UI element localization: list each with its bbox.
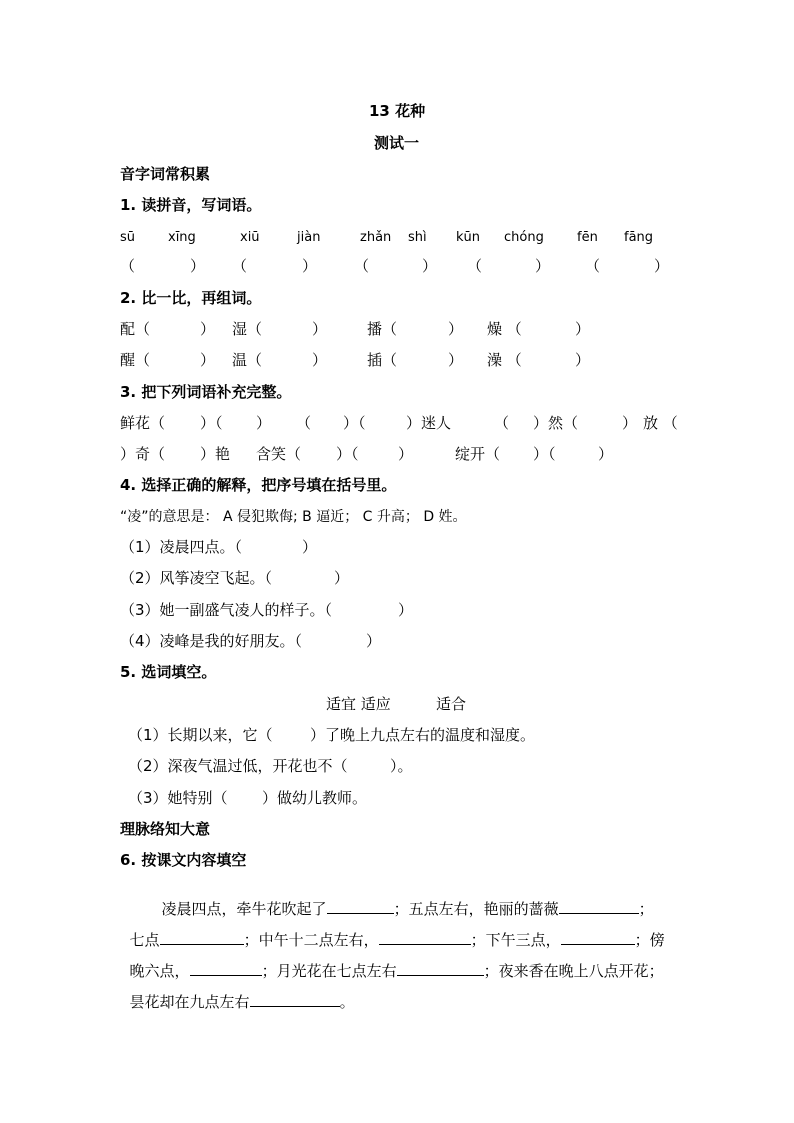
q3-item: ） bbox=[398, 445, 414, 463]
q3-item: ）奇（ bbox=[120, 445, 166, 463]
q2-item: ） bbox=[312, 320, 328, 338]
q5-word-options: 适宜 适应 bbox=[326, 695, 391, 713]
q2-item: ） bbox=[448, 320, 464, 338]
q3-item: ） bbox=[598, 445, 614, 463]
q3-item: ）（ bbox=[533, 445, 556, 463]
pinyin: kūn bbox=[456, 230, 481, 245]
paren-open: （ bbox=[232, 257, 248, 275]
paren-open: （ bbox=[354, 257, 370, 275]
q3-heading: 3. 把下列词语补充完整。 bbox=[120, 383, 292, 401]
q6-text: 昙花却在九点左右 bbox=[129, 993, 250, 1011]
fill-blank bbox=[190, 961, 262, 976]
q5-item-rest: ）做幼儿教师。 bbox=[262, 789, 368, 807]
q5-item: （2）深夜气温过低，开花也不（ bbox=[128, 757, 348, 775]
q2-item: 醒（ bbox=[120, 351, 151, 369]
q3-item: ）艳 bbox=[200, 445, 231, 463]
paren-close: ） bbox=[654, 257, 670, 275]
q2-item: 温（ bbox=[232, 351, 263, 369]
paren-open: （ bbox=[467, 257, 483, 275]
q3-item: ）（ bbox=[200, 414, 223, 432]
q2-item: 配（ bbox=[120, 320, 151, 338]
fill-blank bbox=[561, 930, 635, 945]
page-subtitle: 测试一 bbox=[374, 134, 420, 152]
q4-item-close: ） bbox=[366, 632, 382, 650]
q5-word-option: 适合 bbox=[436, 695, 467, 713]
pinyin: fāng bbox=[624, 230, 654, 245]
q2-item: ） bbox=[575, 351, 591, 369]
q6-text: ；中午十二点左右， bbox=[243, 931, 379, 949]
q4-item-close: ） bbox=[398, 601, 414, 619]
pinyin: zhǎn bbox=[360, 230, 392, 245]
page-title: 13 花种 bbox=[369, 102, 426, 120]
q4-item: （2）风筝凌空飞起。（ bbox=[120, 569, 273, 587]
q4-item-close: ） bbox=[302, 538, 318, 556]
q2-item: 湿（ bbox=[232, 320, 263, 338]
q6-text: ； bbox=[638, 900, 654, 918]
pinyin: sū bbox=[120, 230, 136, 245]
q6-text: ；下午三点， bbox=[470, 931, 561, 949]
paren-close: ） bbox=[190, 257, 206, 275]
q2-item: ） bbox=[575, 320, 591, 338]
q3-item: 含笑（ bbox=[256, 445, 302, 463]
q3-item: （ bbox=[494, 414, 510, 432]
section-heading-1: 音字词常积累 bbox=[120, 165, 211, 183]
q2-heading: 2. 比一比，再组词。 bbox=[120, 289, 262, 307]
q3-item: ）然（ bbox=[533, 414, 579, 432]
q6-text: ；月光花在七点左右 bbox=[261, 962, 397, 980]
q3-item: ）迷人 bbox=[406, 414, 452, 432]
q6-text: 晚六点， bbox=[129, 962, 190, 980]
q4-item: （1）凌晨四点。（ bbox=[120, 538, 243, 556]
pinyin: shì bbox=[408, 230, 427, 245]
q6-line-2 bbox=[120, 915, 665, 948]
q5-item-rest: ）了晚上九点左右的温度和湿度。 bbox=[310, 726, 536, 744]
q3-item: （ bbox=[296, 414, 312, 432]
paren-close: ） bbox=[535, 257, 551, 275]
q5-item-rest: ）。 bbox=[390, 757, 413, 775]
pinyin: xīng bbox=[168, 230, 196, 245]
q6-line-1 bbox=[152, 884, 654, 917]
fill-blank bbox=[397, 961, 484, 976]
q6-text: ；夜来香在晚上八点开花； bbox=[483, 962, 664, 980]
pinyin: jiàn bbox=[297, 230, 321, 245]
q3-item: 绽开（ bbox=[455, 445, 501, 463]
q5-heading: 5. 选词填空。 bbox=[120, 663, 217, 681]
q6-text: 七点 bbox=[129, 931, 160, 949]
q2-item: ） bbox=[312, 351, 328, 369]
pinyin: xiū bbox=[240, 230, 260, 245]
q6-text: ；傍 bbox=[634, 931, 665, 949]
q1-heading: 1. 读拼音，写词语。 bbox=[120, 196, 262, 214]
q3-item: ）（ bbox=[336, 445, 359, 463]
q6-line-4 bbox=[120, 977, 355, 1010]
fill-blank bbox=[379, 930, 471, 945]
q5-item: （1）长期以来，它（ bbox=[128, 726, 273, 744]
q6-text: 。 bbox=[339, 993, 355, 1011]
q4-heading: 4. 选择正确的解释，把序号填在括号里。 bbox=[120, 476, 397, 494]
paren-open: （ bbox=[120, 257, 136, 275]
pinyin: chóng bbox=[504, 230, 544, 245]
paren-open: （ bbox=[585, 257, 601, 275]
q3-item: ） bbox=[622, 414, 638, 432]
q6-heading: 6. 按课文内容填空 bbox=[120, 851, 247, 869]
section-heading-2: 理脉络知大意 bbox=[120, 820, 211, 838]
q3-item: 放 （ bbox=[643, 414, 678, 432]
q4-intro: “凌”的意思是： A 侵犯欺侮; B 逼近； C 升高； D 姓。 bbox=[120, 509, 467, 525]
pinyin: fēn bbox=[577, 230, 598, 245]
q2-item: 插（ bbox=[367, 351, 398, 369]
fill-blank bbox=[327, 899, 394, 914]
q4-item: （3）她一副盛气凌人的样子。（ bbox=[120, 601, 333, 619]
fill-blank bbox=[559, 899, 639, 914]
q2-item: ） bbox=[200, 320, 216, 338]
fill-blank bbox=[250, 992, 340, 1007]
q4-item-close: ） bbox=[334, 569, 350, 587]
q2-item: 澡 （ bbox=[487, 351, 522, 369]
q3-item: ）（ bbox=[343, 414, 366, 432]
q6-text: ；五点左右，艳丽的蔷薇 bbox=[393, 900, 559, 918]
q3-item: ） bbox=[256, 414, 272, 432]
q3-item: 鲜花（ bbox=[120, 414, 166, 432]
q4-item: （4）凌峰是我的好朋友。（ bbox=[120, 632, 303, 650]
fill-blank bbox=[160, 930, 244, 945]
q2-item: 播（ bbox=[367, 320, 398, 338]
paren-close: ） bbox=[422, 257, 438, 275]
q2-item: 燥 （ bbox=[487, 320, 522, 338]
paren-close: ） bbox=[302, 257, 318, 275]
q6-line-3 bbox=[120, 946, 664, 979]
q6-text: 凌晨四点，牵牛花吹起了 bbox=[161, 900, 327, 918]
q2-item: ） bbox=[200, 351, 216, 369]
q5-item: （3）她特别（ bbox=[128, 789, 228, 807]
q2-item: ） bbox=[448, 351, 464, 369]
